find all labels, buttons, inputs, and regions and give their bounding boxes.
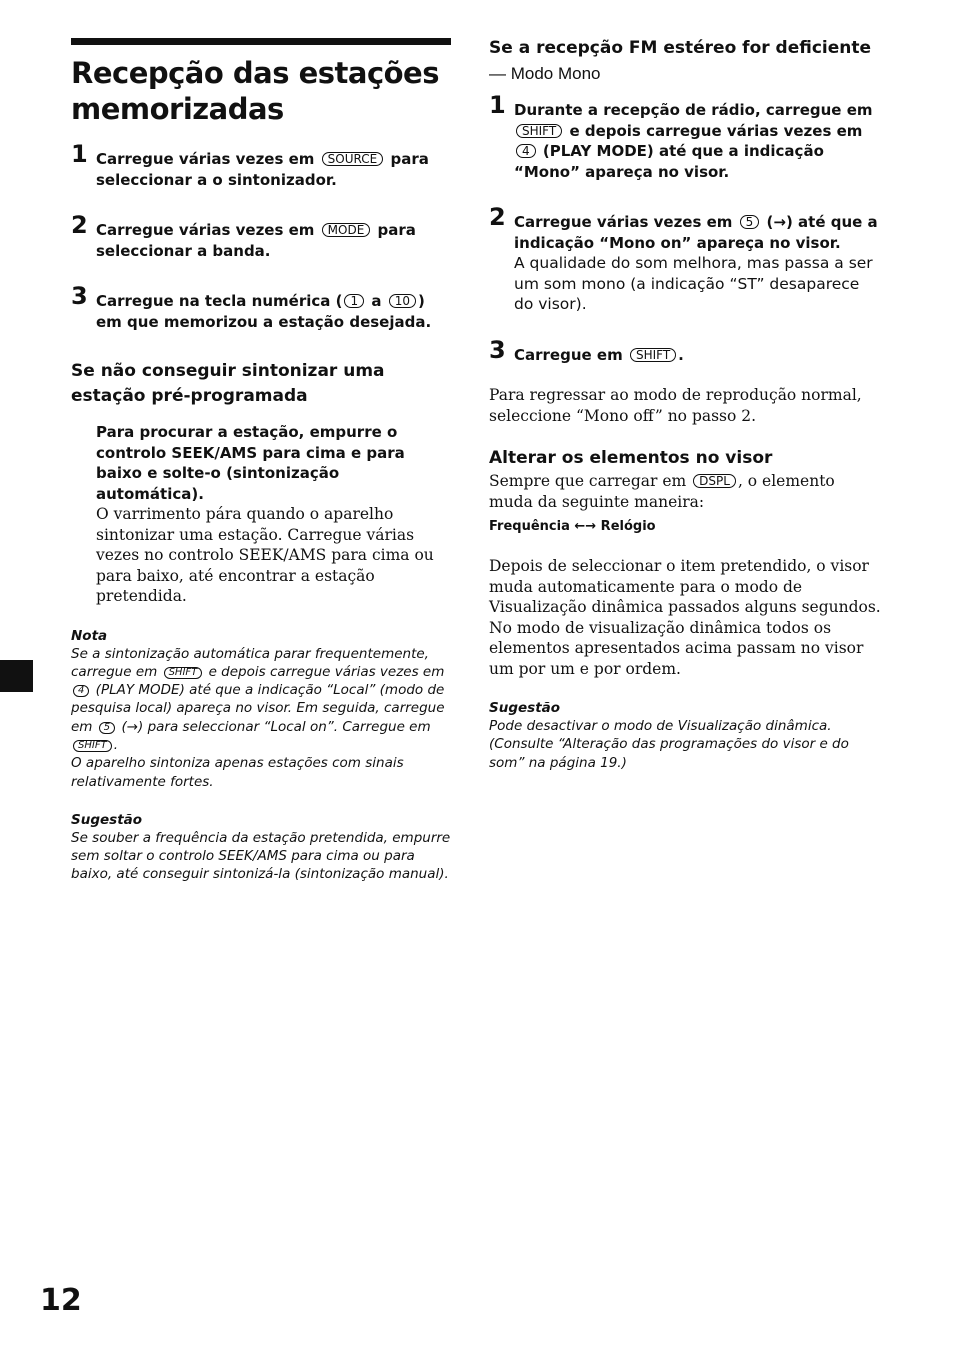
- step-number: 2: [71, 211, 88, 239]
- shift-key-icon: SHIFT: [630, 348, 676, 362]
- after-text-1: Depois de seleccionar o item pretendido, o visor muda automaticamente para o modo de Visualização dinâmica passados alguns segundos.: [489, 557, 881, 616]
- sugestao-block: [71, 811, 451, 884]
- key-5-icon: 5: [99, 722, 115, 734]
- step-number: 1: [489, 91, 506, 119]
- section-heading: Se não conseguir sintonizar uma estação pré-programada: [71, 361, 385, 406]
- step-number: 1: [71, 140, 88, 168]
- key-5-icon: 5: [740, 215, 760, 229]
- page-title: Recepção das estações memorizadas: [71, 56, 439, 126]
- sugestao-title: Sugestão: [489, 700, 561, 716]
- key-4-icon: 4: [73, 685, 89, 697]
- key-10-icon: 10: [389, 294, 416, 308]
- step-number: 3: [71, 282, 88, 310]
- step-3: 3 Carregue na tecla numérica ( 1 a 10 ) em que memorizou a estação desejada.: [71, 282, 432, 331]
- sugestao-text: Se souber a frequência da estação pretendida, empurre sem soltar o controlo SEEK/AMS para cima ou para baixo, até conseguir sintonizá-la (sintonização manual).: [71, 829, 451, 883]
- step-2: 2 Carregue várias vezes em MODE para seleccionar a banda.: [71, 211, 416, 260]
- step-number: 3: [489, 335, 506, 364]
- shift-key-icon: SHIFT: [164, 667, 203, 679]
- visor-text: Sempre que carregar em DSPL , o elemento muda da seguinte maneira:: [489, 472, 835, 511]
- right-sugestao-block: [489, 699, 881, 772]
- mono-step-3: 3 Carregue em SHIFT .: [489, 335, 684, 364]
- mono-step-1: 1 Durante a recepção de rádio, carregue em SHIFT e depois carregue várias vezes em 4 (PLAY MODE) até que a indicação “Mono” apareça no visor.: [489, 91, 873, 181]
- mono-step-2: 2 Carregue várias vezes em 5 (→) até que a indicação “Mono on” apareça no visor. A qualidade do som melhora, mas passa a ser um som mono (a indicação “ST” desaparece do visor).: [489, 203, 878, 313]
- step-1: 1 Carregue várias vezes em SOURCE para seleccionar a o sintonizador.: [71, 140, 429, 189]
- mode-key-icon: MODE: [322, 223, 371, 237]
- shift-key-icon: SHIFT: [516, 124, 562, 138]
- shift-key-icon: SHIFT: [73, 740, 112, 752]
- return-text: Para regressar ao modo de reprodução normal, seleccione “Mono off” no passo 2.: [489, 386, 862, 425]
- step-number: 2: [489, 203, 506, 231]
- dspl-key-icon: DSPL: [693, 474, 736, 488]
- section-body: Para procurar a estação, empurre o controlo SEEK/AMS para cima e para baixo e solte-o (sintonização automática). O varrimento pára quando o aparelho sintonizar uma estação. Carregue várias vezes no controlo SEEK/AMS para cima ou para baixo, até encontrar a estação pretendida.: [96, 423, 434, 605]
- right-column: [489, 36, 881, 772]
- nota-text: Se a sintonização automática parar frequentemente, carregue em SHIFT e depois carregue várias vezes em 4 (PLAY MODE) até que a indicação “Local” (modo de pesquisa local) apareça no visor. Em seguida, carregue em 5 (→) para seleccionar “Local on”. Carregue em SHIFT . O aparelho sintoniza apenas estações com sinais relativamente fortes.: [71, 645, 445, 790]
- mono-heading: Se a recepção FM estéreo for deficiente — Modo Mono: [489, 38, 872, 83]
- sugestao-text: Pode desactivar o modo de Visualização dinâmica. (Consulte “Alteração das programações do visor e do som” na página 19.): [489, 718, 849, 771]
- nota-block: [71, 627, 451, 791]
- sugestao-title: Sugestão: [71, 811, 143, 828]
- page-number: 12: [40, 1283, 82, 1318]
- section-tab-marker: [0, 660, 33, 692]
- nota-title: Nota: [71, 627, 108, 644]
- source-key-icon: SOURCE: [322, 152, 384, 166]
- display-cycle: Frequência ←→ Relógio: [489, 519, 656, 534]
- key-4-icon: 4: [516, 144, 536, 158]
- title-rule: [71, 38, 451, 45]
- key-1-icon: 1: [344, 294, 364, 308]
- visor-heading: Alterar os elementos no visor: [489, 448, 773, 468]
- after-text-2: No modo de visualização dinâmica todos os elementos apresentados acima passam no visor um por um e por ordem.: [489, 618, 864, 678]
- left-column: [71, 38, 451, 884]
